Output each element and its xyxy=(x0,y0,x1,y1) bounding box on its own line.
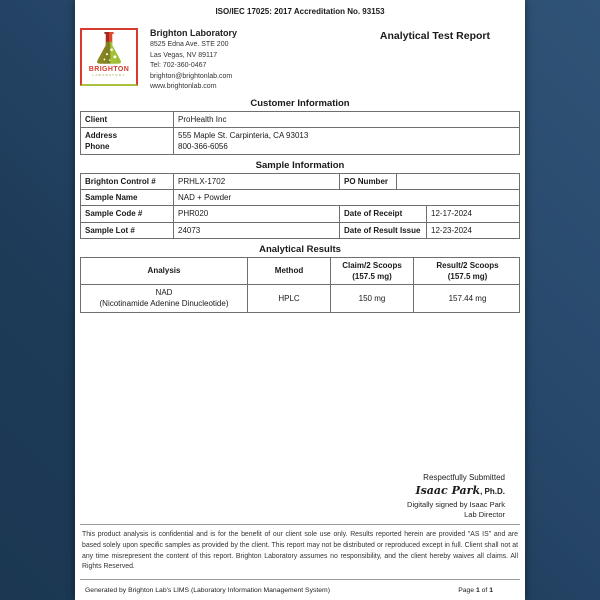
report-header xyxy=(80,28,520,93)
date-receipt-value: 12-17-2024 xyxy=(426,206,519,221)
table-row xyxy=(81,189,519,205)
flask-icon xyxy=(89,32,129,66)
po-number-label: PO Number xyxy=(339,174,396,189)
client-label: Client xyxy=(85,114,108,124)
table-row xyxy=(81,127,519,154)
sample-info-table xyxy=(80,173,520,239)
logo-brand-text: BRIGHTON xyxy=(88,66,130,73)
claim-value: 150 mg xyxy=(330,285,413,311)
control-number-value: PRHLX-1702 xyxy=(173,174,339,189)
page-footer xyxy=(80,579,520,594)
analysis-fullname: (Nicotinamide Adenine Dinucleotide) xyxy=(99,299,229,309)
po-number-value xyxy=(396,174,519,189)
report-title: Analytical Test Report xyxy=(379,30,490,42)
lab-address-line2: Las Vegas, NV 89117 xyxy=(150,51,218,59)
result-header-line2: (157.5 mg) xyxy=(447,272,488,281)
signature-name-row xyxy=(80,484,505,497)
address-label: Address xyxy=(85,130,118,140)
table-row xyxy=(81,222,519,238)
sample-name-value: NAD + Powder xyxy=(173,190,519,205)
page-total: 1 xyxy=(489,587,493,594)
signer-role: Lab Director xyxy=(464,510,505,520)
phone-value: 800-366-6056 xyxy=(178,141,228,151)
sample-code-label: Sample Code # xyxy=(85,209,143,219)
result-header-line1: Result/2 Scoops xyxy=(436,260,499,270)
claim-column-header xyxy=(330,258,413,284)
results-table xyxy=(80,257,520,313)
result-value: 157.44 mg xyxy=(413,285,521,311)
of-word: of xyxy=(479,587,490,594)
claim-header-line1: Claim/2 Scoops xyxy=(342,260,402,270)
date-issue-label: Date of Result Issue xyxy=(339,223,426,238)
sample-lot-value: 24073 xyxy=(173,223,339,238)
brighton-logo xyxy=(80,28,138,86)
lab-address-line1: 8525 Edna Ave. STE 200 xyxy=(150,41,229,48)
table-row xyxy=(81,174,519,189)
logo-sub-text: LABORATORY xyxy=(92,72,126,77)
date-issue-value: 12-23-2024 xyxy=(426,223,519,238)
customer-info-table xyxy=(80,111,520,156)
lab-info-block xyxy=(150,28,237,93)
customer-info-heading: Customer Information xyxy=(250,97,350,109)
table-row xyxy=(81,205,519,221)
accreditation-header: ISO/IEC 17025: 2017 Accreditation No. 93153 xyxy=(215,7,385,16)
method-value: HPLC xyxy=(247,285,330,311)
lab-email: brighton@brightonlab.com xyxy=(150,72,233,80)
analysis-column-header: Analysis xyxy=(147,266,181,276)
submitted-label: Respectfully Submitted xyxy=(423,473,505,483)
result-column-header xyxy=(413,258,521,284)
analysis-value xyxy=(81,285,247,311)
lab-phone: Tel: 702-360-0467 xyxy=(150,62,207,69)
sample-info-heading: Sample Information xyxy=(255,160,345,172)
lab-website: www.brightonlab.com xyxy=(150,83,217,90)
address-phone-value xyxy=(173,128,519,154)
method-column-header: Method xyxy=(247,258,330,284)
page-number: 1 xyxy=(475,587,480,594)
sample-lot-label: Sample Lot # xyxy=(85,225,135,235)
lab-name: Brighton Laboratory xyxy=(150,28,237,38)
date-receipt-label: Date of Receipt xyxy=(339,206,426,221)
analysis-name: NAD xyxy=(155,288,173,298)
client-value: ProHealth Inc xyxy=(173,112,519,127)
sample-name-label: Sample Name xyxy=(85,193,138,203)
page-indicator xyxy=(458,587,493,594)
report-page xyxy=(75,0,525,600)
signature-script: Isaac Park xyxy=(415,484,481,498)
results-data-row xyxy=(81,284,519,311)
results-heading: Analytical Results xyxy=(259,243,341,255)
address-value: 555 Maple St. Carpinteria, CA 93013 xyxy=(178,130,309,140)
control-number-label: Brighton Control # xyxy=(85,177,156,187)
claim-header-line2: (157.5 mg) xyxy=(352,272,392,281)
table-row xyxy=(81,112,519,127)
page-word: Page xyxy=(458,587,476,594)
sample-code-value: PHR020 xyxy=(173,206,339,221)
blank-space xyxy=(80,313,520,474)
address-phone-label xyxy=(81,128,173,154)
results-header-row xyxy=(81,258,519,284)
disclaimer-text: This product analysis is confidential and is for the benefit of our client sole use only. Results reported herein are provided "AS IS" and are based solely upon specific samples as provided by the client. This report may not be distributed or reproduced except in full. Client shall not at any time misrepresent the content of this report. Brighton Laboratory assumes no responsibility, and the client hereby waives all claims. All Rights Reserved. xyxy=(80,524,520,577)
signature-block xyxy=(80,473,520,519)
generated-by-text: Generated by Brighton Lab's LIMS (Laboratory Information Management System) xyxy=(85,587,330,594)
digitally-signed-text: Digitally signed by Isaac Park xyxy=(407,500,505,510)
phone-label: Phone xyxy=(85,141,110,151)
signature-suffix: , Ph.D. xyxy=(480,487,505,497)
